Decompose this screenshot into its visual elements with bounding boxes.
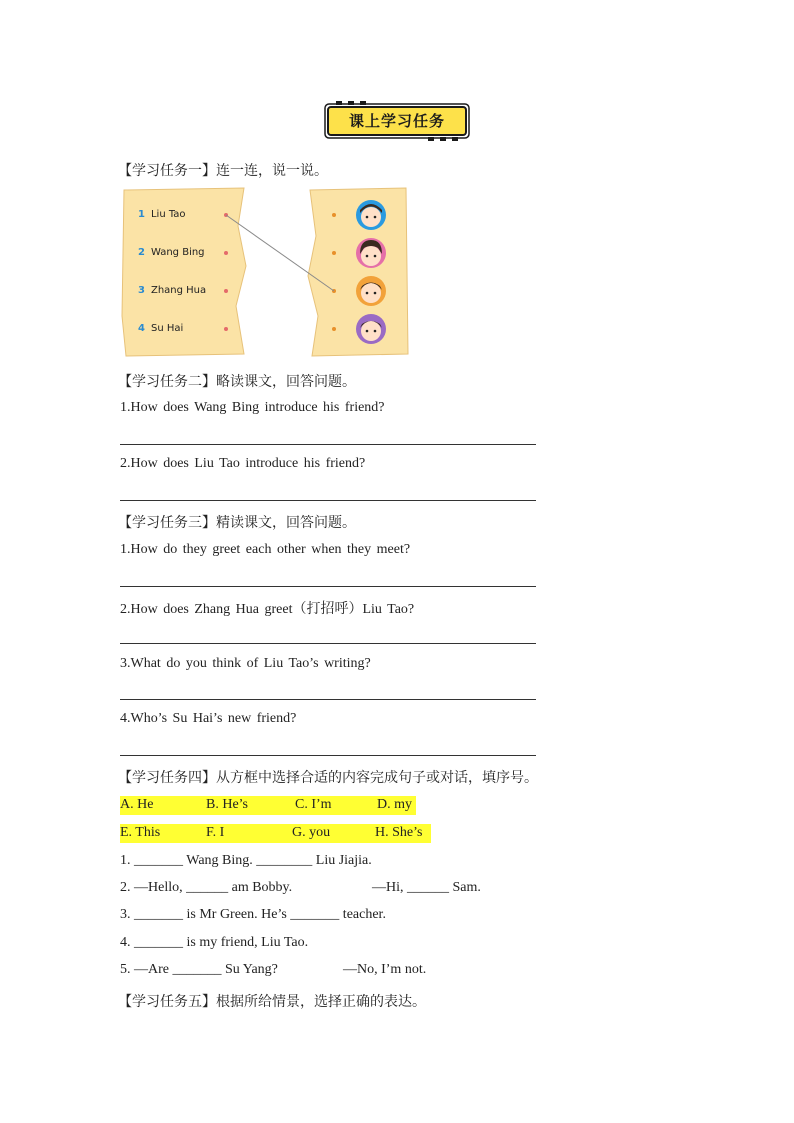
avatar-boy-blue xyxy=(356,200,386,230)
option-g: G. you xyxy=(292,825,331,840)
task2-heading: 【学习任务二】略读课文，回答问题。 xyxy=(118,374,356,390)
option-b: B. He’s xyxy=(206,797,248,812)
option-c: C. I’m xyxy=(295,797,332,812)
avatar-boy-orange xyxy=(356,276,386,306)
fill-item-5: 5. —Are _______ Su Yang? xyxy=(120,962,278,977)
fill-item-3: 3. _______ is Mr Green. He’s _______ teacher. xyxy=(120,907,386,922)
option-e: E. This xyxy=(120,825,161,840)
fill-item-5-reply: —No, I’m not. xyxy=(343,962,427,977)
task2-question-2: 2.How does Liu Tao introduce his friend? xyxy=(120,456,366,471)
task2-question-1: 1.How does Wang Bing introduce his friend? xyxy=(120,400,385,415)
fill-item-4: 4. _______ is my friend, Liu Tao. xyxy=(120,935,309,950)
options-row-1 xyxy=(120,796,416,815)
name-item-4: 4 Su Hai xyxy=(138,323,184,334)
option-d: D. my xyxy=(377,797,412,812)
task5-heading: 【学习任务五】根据所给情景，选择正确的表达。 xyxy=(118,994,426,1010)
section-title: 课上学习任务 xyxy=(348,112,445,130)
task3-question-1: 1.How do they greet each other when they meet? xyxy=(120,542,411,557)
matching-exercise xyxy=(120,186,412,358)
option-a: A. He xyxy=(120,797,154,812)
name-item-1: 1 Liu Tao xyxy=(138,209,186,220)
option-h: H. She’s xyxy=(375,825,423,840)
fill-item-2-reply: —Hi, ______ Sam. xyxy=(372,880,481,895)
option-f: F. I xyxy=(206,825,225,840)
fill-item-2: 2. —Hello, ______ am Bobby. xyxy=(120,880,293,895)
answer-line[interactable] xyxy=(120,699,536,700)
section-title-badge xyxy=(322,101,472,141)
answer-line[interactable] xyxy=(120,755,536,756)
task3-heading: 【学习任务三】精读课文，回答问题。 xyxy=(118,515,356,531)
answer-line[interactable] xyxy=(120,643,536,644)
answer-line[interactable] xyxy=(120,586,536,587)
avatar-girl-pink xyxy=(356,238,386,268)
options-row-2 xyxy=(120,824,431,843)
task1-heading: 【学习任务一】连一连，说一说。 xyxy=(118,163,328,179)
task3-question-3: 3.What do you think of Liu Tao’s writing? xyxy=(120,656,371,671)
name-item-3: 3 Zhang Hua xyxy=(138,285,207,296)
answer-line[interactable] xyxy=(120,500,536,501)
fill-item-1: 1. _______ Wang Bing. ________ Liu Jiajia. xyxy=(120,853,372,868)
answer-line[interactable] xyxy=(120,444,536,445)
avatar-boy-purple xyxy=(356,314,386,344)
task4-heading: 【学习任务四】从方框中选择合适的内容完成句子或对话，填序号。 xyxy=(118,770,538,786)
task3-question-4: 4.Who’s Su Hai’s new friend? xyxy=(120,711,297,726)
name-item-2: 2 Wang Bing xyxy=(138,247,205,258)
task3-question-2: 2.How does Zhang Hua greet（打招呼）Liu Tao? xyxy=(120,602,415,617)
